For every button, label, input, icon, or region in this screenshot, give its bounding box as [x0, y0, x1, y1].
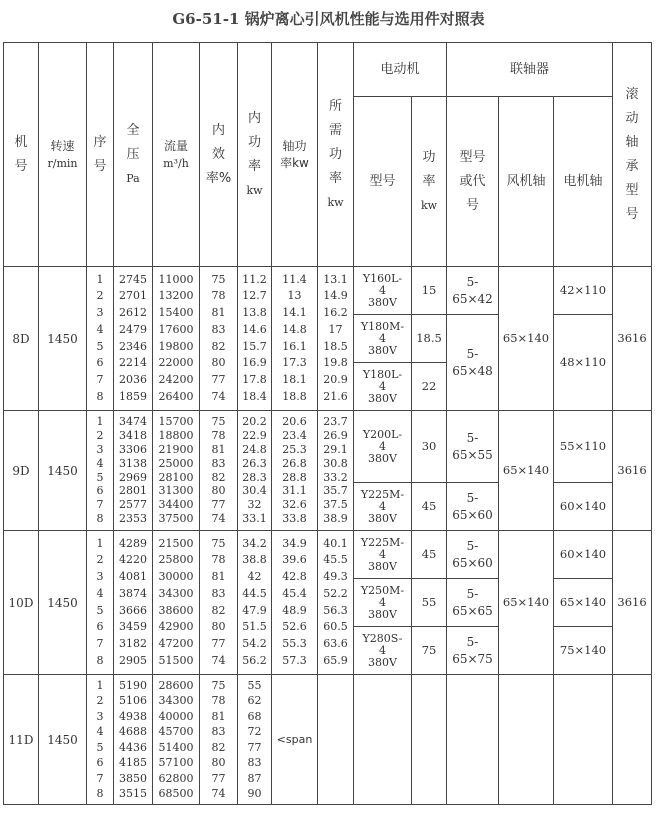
machine-no-cell: 11D — [4, 675, 39, 805]
header-internal-power: 内 功 率 kw — [238, 43, 272, 267]
required-power-cell: 13.1 14.9 16.2 17 18.5 19.8 20.9 21.6 — [318, 267, 354, 411]
internal-power-cell: 55 62 68 72 77 83 87 90 — [238, 675, 272, 805]
motor-model-cell: Y180M- 4 380V — [354, 315, 412, 363]
header-motor: 电动机 — [354, 43, 447, 97]
header-bearing: 滚 动 轴 承 型 号 — [613, 43, 652, 267]
group-row-8D — [4, 267, 652, 291]
fan-shaft-cell: 65×140 — [499, 267, 554, 411]
motor-model-cell: Y280S- 4 380V — [354, 627, 412, 675]
speed-cell: 1450 — [39, 267, 87, 411]
motor-shaft-cell: 42×110 — [554, 267, 613, 315]
header-motor-power: 功 率 kw — [412, 97, 447, 267]
motor-power-cell: 45 — [412, 483, 447, 531]
shaft-power-cell: 34.9 39.6 42.8 45.4 48.9 52.6 55.3 57.3 — [272, 531, 318, 675]
coupling-model-cell: 5- 65×75 — [447, 627, 499, 675]
header-coupling: 联轴器 — [447, 43, 613, 97]
flow-cell: 28600 34300 40000 45700 51400 57100 62800 68500 — [153, 675, 200, 805]
seq-cell: 1 2 3 4 5 6 7 8 — [87, 267, 114, 411]
empty-cell — [318, 675, 354, 805]
motor-power-cell: 75 — [412, 627, 447, 675]
bearing-cell: 3616 — [613, 267, 652, 411]
group-row-10D — [4, 531, 652, 555]
coupling-model-cell: 5- 65×42 — [447, 267, 499, 315]
required-power-cell: 23.7 26.9 29.1 30.8 33.2 35.7 37.5 38.9 — [318, 411, 354, 531]
header-shaft-power: 轴功 率kw — [272, 43, 318, 267]
header-speed: 转速 r/min — [39, 43, 87, 267]
speed-cell: 1450 — [39, 531, 87, 675]
coupling-model-cell: 5- 65×60 — [447, 531, 499, 579]
empty-cell — [613, 675, 652, 805]
performance-table — [3, 42, 652, 805]
motor-shaft-cell: 65×140 — [554, 579, 613, 627]
motor-power-cell: 22 — [412, 363, 447, 411]
motor-model-cell: Y180L- 4 380V — [354, 363, 412, 411]
motor-power-cell: 45 — [412, 531, 447, 579]
empty-cell — [499, 675, 554, 805]
span-text-cell: <span — [272, 675, 318, 805]
efficiency-cell: 75 78 81 83 82 80 77 74 — [200, 267, 238, 411]
motor-model-cell: Y225M- 4 380V — [354, 531, 412, 579]
required-power-cell: 40.1 45.5 49.3 52.2 56.3 60.5 63.6 65.9 — [318, 531, 354, 675]
header-row-1 — [4, 43, 652, 97]
empty-cell — [412, 675, 447, 805]
motor-power-cell: 55 — [412, 579, 447, 627]
internal-power-cell: 20.2 22.9 24.8 26.3 28.3 30.4 32 33.1 — [238, 411, 272, 531]
table-title: G6-51-1 锅炉离心引风机性能与选用件对照表 — [172, 10, 485, 28]
seq-cell: 1 2 3 4 5 6 7 8 — [87, 675, 114, 805]
motor-shaft-cell: 55×110 — [554, 411, 613, 483]
efficiency-cell: 75 78 81 83 82 80 77 74 — [200, 531, 238, 675]
pressure-cell: 3474 3418 3306 3138 2969 2801 2577 2353 — [114, 411, 153, 531]
pressure-cell: 2745 2701 2612 2479 2346 2214 2036 1859 — [114, 267, 153, 411]
coupling-model-cell: 5- 65×55 — [447, 411, 499, 483]
seq-cell: 1 2 3 4 5 6 7 8 — [87, 531, 114, 675]
motor-model-cell: Y160L- 4 380V — [354, 267, 412, 315]
efficiency-cell: 75 78 81 83 82 80 77 74 — [200, 675, 238, 805]
motor-shaft-cell: 60×140 — [554, 483, 613, 531]
coupling-model-cell: 5- 65×65 — [447, 579, 499, 627]
motor-power-cell: 18.5 — [412, 315, 447, 363]
empty-cell — [447, 675, 499, 805]
flow-cell: 21500 25800 30000 34300 38600 42900 47200 51500 — [153, 531, 200, 675]
motor-shaft-cell: 48×110 — [554, 315, 613, 411]
pressure-cell: 5190 5106 4938 4688 4436 4185 3850 3515 — [114, 675, 153, 805]
bearing-cell: 3616 — [613, 411, 652, 531]
internal-power-cell: 34.2 38.8 42 44.5 47.9 51.5 54.2 56.2 — [238, 531, 272, 675]
header-motor-shaft: 电机轴 — [554, 97, 613, 267]
machine-no-cell: 9D — [4, 411, 39, 531]
motor-shaft-cell: 60×140 — [554, 531, 613, 579]
coupling-model-cell: 5- 65×60 — [447, 483, 499, 531]
machine-no-cell: 8D — [4, 267, 39, 411]
empty-cell — [354, 675, 412, 805]
machine-no-cell: 10D — [4, 531, 39, 675]
speed-cell: 1450 — [39, 411, 87, 531]
group-row-9D — [4, 411, 652, 435]
internal-power-cell: 11.2 12.7 13.8 14.6 15.7 16.9 17.8 18.4 — [238, 267, 272, 411]
header-required-power: 所 需 功 率 kw — [318, 43, 354, 267]
motor-model-cell: Y250M- 4 380V — [354, 579, 412, 627]
header-fan-shaft: 风机轴 — [499, 97, 554, 267]
header-seq: 序 号 — [87, 43, 114, 267]
shaft-power-cell: 20.6 23.4 25.3 26.8 28.8 31.1 32.6 33.8 — [272, 411, 318, 531]
header-efficiency: 内 效 率% — [200, 43, 238, 267]
coupling-model-cell: 5- 65×48 — [447, 315, 499, 411]
group-row-11D — [4, 675, 652, 805]
header-motor-model: 型号 — [354, 97, 412, 267]
motor-power-cell: 15 — [412, 267, 447, 315]
header-coupling-model: 型号 或代 号 — [447, 97, 499, 267]
fan-shaft-cell: 65×140 — [499, 531, 554, 675]
efficiency-cell: 75 78 81 83 82 80 77 74 — [200, 411, 238, 531]
header-pressure: 全 压 Pa — [114, 43, 153, 267]
motor-model-cell: Y200L- 4 380V — [354, 411, 412, 483]
bearing-cell: 3616 — [613, 531, 652, 675]
shaft-power-cell: 11.4 13 14.1 14.8 16.1 17.3 18.1 18.8 — [272, 267, 318, 411]
empty-cell — [554, 675, 613, 805]
speed-cell: 1450 — [39, 675, 87, 805]
flow-cell: 11000 13200 15400 17600 19800 22000 24200 26400 — [153, 267, 200, 411]
flow-cell: 15700 18800 21900 25000 28100 31300 34400 37500 — [153, 411, 200, 531]
motor-shaft-cell: 75×140 — [554, 627, 613, 675]
pressure-cell: 4289 4220 4081 3874 3666 3459 3182 2905 — [114, 531, 153, 675]
seq-cell: 1 2 3 4 5 6 7 8 — [87, 411, 114, 531]
motor-model-cell: Y225M- 4 380V — [354, 483, 412, 531]
motor-power-cell: 30 — [412, 411, 447, 483]
header-machine-no: 机 号 — [4, 43, 39, 267]
header-flow: 流量 m³/h — [153, 43, 200, 267]
fan-shaft-cell: 65×140 — [499, 411, 554, 531]
